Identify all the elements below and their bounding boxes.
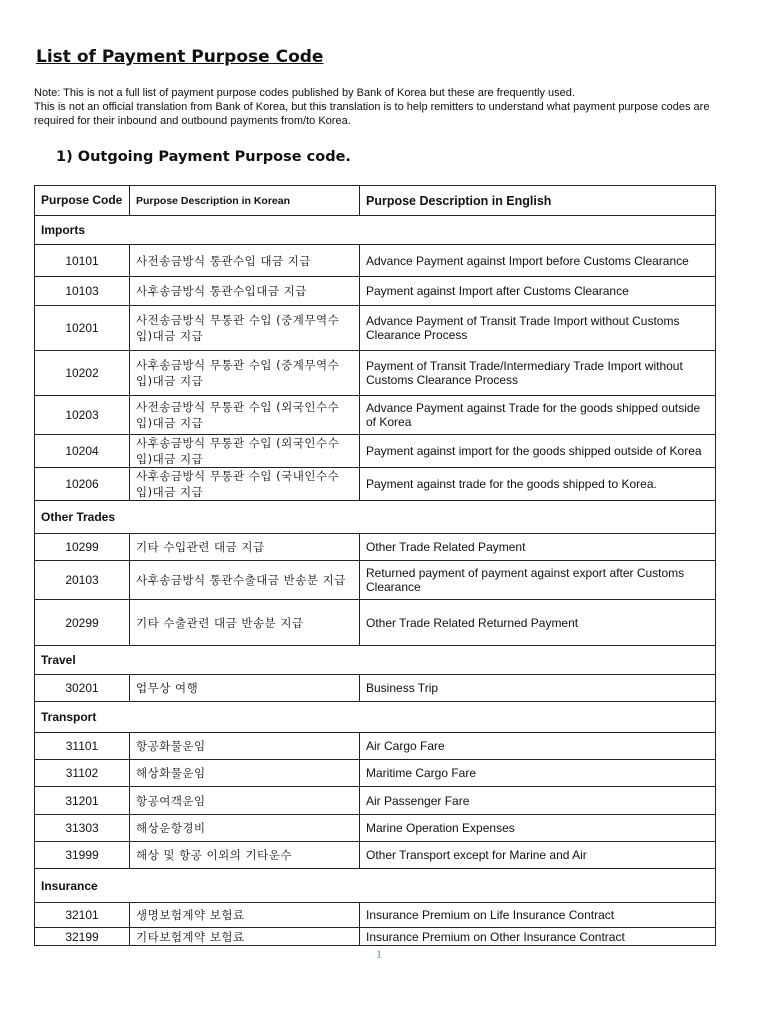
english-description-cell: Payment against Import after Customs Clearance: [360, 277, 716, 306]
korean-description-cell: 사전송금방식 통관수입 대금 지급: [130, 245, 360, 277]
header-purpose-code: Purpose Code: [35, 186, 130, 216]
table-row: [35, 245, 716, 277]
table-row: [35, 675, 716, 702]
korean-description-cell: 해상운항경비: [130, 815, 360, 842]
korean-description-cell: 사전송금방식 무통관 수입 (외국인수수입)대금 지급: [130, 396, 360, 435]
table-row: [35, 600, 716, 646]
english-description-cell: Payment against import for the goods shipped outside of Korea: [360, 435, 716, 468]
table-row: [35, 787, 716, 815]
korean-description-cell: 기타 수출관련 대금 반송분 지급: [130, 600, 360, 646]
table-body: [35, 216, 716, 946]
category-row: [35, 869, 716, 903]
category-row: [35, 501, 716, 534]
table-row: [35, 561, 716, 600]
purpose-code-cell: 10206: [35, 468, 130, 501]
table-row: [35, 351, 716, 396]
purpose-code-cell: 31102: [35, 760, 130, 787]
purpose-code-cell: 32101: [35, 903, 130, 928]
purpose-code-cell: 31303: [35, 815, 130, 842]
table-row: [35, 928, 716, 946]
table-row: [35, 534, 716, 561]
purpose-code-cell: 31999: [35, 842, 130, 869]
purpose-code-cell: 30201: [35, 675, 130, 702]
english-description-cell: Insurance Premium on Life Insurance Contract: [360, 903, 716, 928]
purpose-code-cell: 10203: [35, 396, 130, 435]
korean-description-cell: 사후송금방식 무통관 수입 (외국인수수입)대금 지급: [130, 435, 360, 468]
purpose-code-cell: 10103: [35, 277, 130, 306]
korean-description-cell: 생명보험계약 보험료: [130, 903, 360, 928]
table-row: [35, 760, 716, 787]
korean-description-cell: 기타 수입관련 대금 지급: [130, 534, 360, 561]
purpose-code-cell: 10201: [35, 306, 130, 351]
korean-description-cell: 사후송금방식 통관수입대금 지급: [130, 277, 360, 306]
table-row: [35, 435, 716, 468]
korean-description-cell: 사후송금방식 통관수출대금 반송분 지급: [130, 561, 360, 600]
english-description-cell: Other Trade Related Returned Payment: [360, 600, 716, 646]
table-row: [35, 842, 716, 869]
korean-description-cell: 항공여객운임: [130, 787, 360, 815]
korean-description-cell: 사후송금방식 무통관 수입 (국내인수수입)대금 지급: [130, 468, 360, 501]
english-description-cell: Payment of Transit Trade/Intermediary Trade Import without Customs Clearance Process: [360, 351, 716, 396]
purpose-code-cell: 10299: [35, 534, 130, 561]
korean-description-cell: 해상화물운임: [130, 760, 360, 787]
category-row: [35, 646, 716, 675]
section-heading: 1) Outgoing Payment Purpose code.: [56, 149, 351, 165]
category-row: [35, 702, 716, 733]
table-row: [35, 277, 716, 306]
note-line-2: This is not an official translation from Bank of Korea, but this translation is to help remitters to understand what payment purpose codes are required for their inbound and outbound payments from/to Korea.: [34, 101, 710, 127]
korean-description-cell: 사후송금방식 무통관 수입 (중계무역수입)대금 지급: [130, 351, 360, 396]
table-row: [35, 903, 716, 928]
korean-description-cell: 해상 및 항공 이외의 기타운수: [130, 842, 360, 869]
page-number: 1: [376, 947, 382, 961]
table-row: [35, 468, 716, 501]
english-description-cell: Air Cargo Fare: [360, 733, 716, 760]
header-korean-description: Purpose Description in Korean: [130, 186, 360, 216]
korean-description-cell: 항공화물운임: [130, 733, 360, 760]
purpose-code-cell: 31101: [35, 733, 130, 760]
category-row: [35, 216, 716, 245]
document-title: List of Payment Purpose Code: [36, 47, 324, 67]
english-description-cell: Marine Operation Expenses: [360, 815, 716, 842]
korean-description-cell: 기타보험계약 보험료: [130, 928, 360, 946]
table-row: [35, 733, 716, 760]
table-row: [35, 815, 716, 842]
note-line-1: Note: This is not a full list of payment purpose codes published by Bank of Korea but these are frequently used.: [34, 87, 575, 99]
category-label: Other Trades: [35, 501, 716, 534]
english-description-cell: Maritime Cargo Fare: [360, 760, 716, 787]
payment-purpose-table: [34, 185, 716, 946]
english-description-cell: Advance Payment against Trade for the goods shipped outside of Korea: [360, 396, 716, 435]
english-description-cell: Payment against trade for the goods shipped to Korea.: [360, 468, 716, 501]
purpose-code-cell: 32199: [35, 928, 130, 946]
english-description-cell: Advance Payment of Transit Trade Import without Customs Clearance Process: [360, 306, 716, 351]
korean-description-cell: 업무상 여행: [130, 675, 360, 702]
english-description-cell: Other Transport except for Marine and Air: [360, 842, 716, 869]
korean-description-cell: 사전송금방식 무통관 수입 (중계무역수입)대금 지급: [130, 306, 360, 351]
purpose-code-cell: 10204: [35, 435, 130, 468]
notes-block: [34, 86, 734, 128]
category-label: Imports: [35, 216, 716, 245]
purpose-code-cell: 10101: [35, 245, 130, 277]
purpose-code-cell: 20103: [35, 561, 130, 600]
purpose-code-cell: 20299: [35, 600, 130, 646]
english-description-cell: Air Passenger Fare: [360, 787, 716, 815]
english-description-cell: Insurance Premium on Other Insurance Contract: [360, 928, 716, 946]
table-row: [35, 306, 716, 351]
english-description-cell: Returned payment of payment against export after Customs Clearance: [360, 561, 716, 600]
english-description-cell: Advance Payment against Import before Customs Clearance: [360, 245, 716, 277]
table-row: [35, 396, 716, 435]
purpose-code-cell: 31201: [35, 787, 130, 815]
english-description-cell: Business Trip: [360, 675, 716, 702]
header-row: [35, 186, 716, 216]
purpose-code-cell: 10202: [35, 351, 130, 396]
header-english-description: Purpose Description in English: [360, 186, 716, 216]
category-label: Transport: [35, 702, 716, 733]
english-description-cell: Other Trade Related Payment: [360, 534, 716, 561]
category-label: Insurance: [35, 869, 716, 903]
category-label: Travel: [35, 646, 716, 675]
